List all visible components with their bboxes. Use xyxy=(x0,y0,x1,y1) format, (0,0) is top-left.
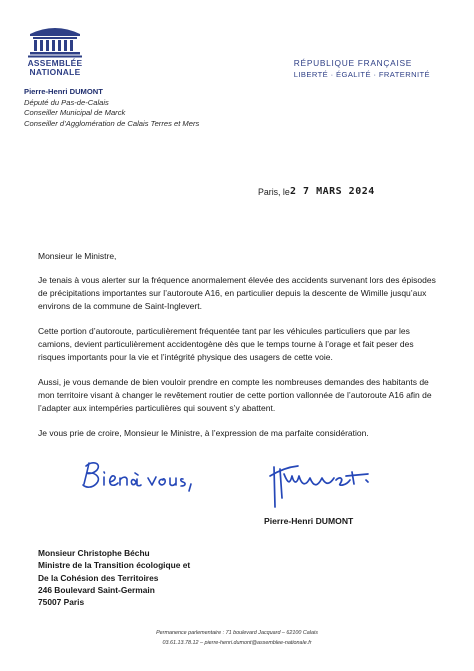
salutation: Monsieur le Ministre, xyxy=(38,251,117,261)
date-stamp: 2 7 MARS 2024 xyxy=(290,186,375,197)
recipient-line: 75007 Paris xyxy=(38,597,85,608)
closing-paragraph: Je vous prie de croire, Monsieur le Ministre, à l’expression de ma parfaite considération. xyxy=(38,428,369,438)
sender-name: Pierre-Henri DUMONT xyxy=(24,87,103,96)
republique-francaise-block xyxy=(294,58,430,80)
republique-motto: LIBERTÉ · ÉGALITÉ · FRATERNITÉ xyxy=(293,70,430,79)
handwritten-greeting-drawing xyxy=(80,458,195,498)
paragraph: Aussi, je vous demande de bien vouloir prendre en compte les nombreuses demandes des habitants de mon territoire visant à changer le revêtement routier de cette portion vallonnée de l’autoroute A16 afin de l’adapter aux intempéries particulières qui souvent s’y abattent. xyxy=(38,377,432,413)
sender-block xyxy=(24,87,199,129)
recipient-line: De la Cohésion des Territoires xyxy=(38,572,159,583)
recipient-line: 246 Boulevard Saint-Germain xyxy=(38,584,155,595)
recipient-address xyxy=(38,547,190,608)
sender-role: Conseiller Municipal de Marck xyxy=(24,108,126,118)
recipient-line: Monsieur Christophe Béchu xyxy=(38,548,150,558)
paragraph: Cette portion d’autoroute, particulièrement fréquentée tant par les véhicules particuliers que par les camions, devient particulièrement accidentogène dès que le temps tourne à l’orage et fait peser des risques importants pour la vie et l’intégrité physique des usagers de cette voie. xyxy=(38,326,414,362)
signer-name: Pierre-Henri DUMONT xyxy=(264,516,354,526)
footer-contact: 03.61.13.78.12 – pierre-henri.dumont@assemblee-nationale.fr xyxy=(162,639,312,646)
logo-line-2: NATIONALE xyxy=(29,67,81,77)
signature xyxy=(266,454,386,517)
date-place: Paris, le xyxy=(258,187,290,197)
handwritten-greeting xyxy=(80,458,195,503)
footer-address: Permanence parlementaire : 71 boulevard Jacquard – 62100 Calais xyxy=(156,630,318,636)
assemblee-nationale-logo xyxy=(24,22,86,78)
paragraph: Je tenais à vous alerter sur la fréquence anormalement élevée des accidents survenant lors des épisodes de précipitations importantes sur l’autoroute A16, en particulier depuis la descente de Wimille jusqu’aux environs de la commune de Saint-Inglevert. xyxy=(38,275,436,311)
signature-drawing xyxy=(266,454,386,512)
letter-body xyxy=(38,250,438,452)
republique-title: RÉPUBLIQUE FRANÇAISE xyxy=(293,58,413,68)
sender-role: Conseiller d’Agglomération de Calais Terres et Mers xyxy=(24,118,200,128)
logo-line-1: ASSEMBLÉE xyxy=(27,58,83,68)
recipient-line: Ministre de la Transition écologique et xyxy=(38,560,191,571)
footer xyxy=(0,629,474,648)
sender-role: Député du Pas-de-Calais xyxy=(24,97,109,107)
assemblee-hemicycle-icon xyxy=(24,22,86,58)
